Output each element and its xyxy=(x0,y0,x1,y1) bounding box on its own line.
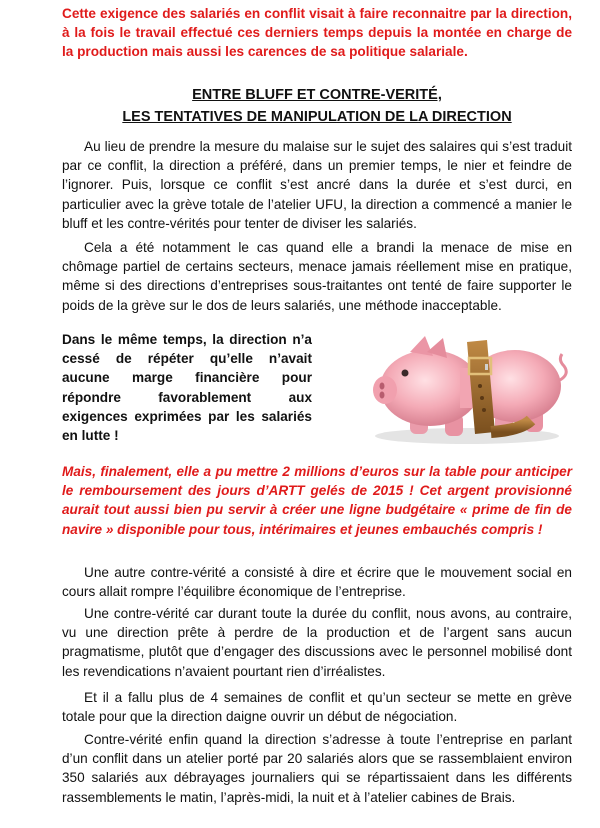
paragraph-2: Cela a été notamment le cas quand elle a brandi la menace de mise en chômage partiel de certains secteurs, menace jamais réellement mise en pratique, même si des directions d’entreprises sous-traitantes ont tenté de faire supporter le poids de la grève sur le dos de leurs salariés, une méthode inacceptable. xyxy=(62,240,572,313)
highlight-paragraph: Mais, finalement, elle a pu mettre 2 millions d’euros sur la table pour anticiper le remboursement des jours d’ARTT gelés de 2015 ! Cet argent provisionné aurait tout aussi bien pu servir à créer une ligne budgétaire « prime de fin de navire » disponible pour tous, intérimaires et jeunes embauchés compris ! xyxy=(62,464,572,537)
piggy-bank-belt-icon xyxy=(355,328,573,448)
paragraph-6: Contre-vérité enfin quand la direction s’adresse à toute l’entreprise en parlant d’un conflit dans un atelier porté par 20 salariés alors que se rassemblaient environ 350 salariés aux débrayages journaliers qui se répartissaient dans les différents rassemblements le matin, l’après-midi, la nuit et à l’atelier cabines de Brais. xyxy=(62,732,572,805)
paragraph-3: Une autre contre-vérité a consisté à dire et écrire que le mouvement social en cours allait rompre l’équilibre économique de l’entreprise. xyxy=(62,565,572,600)
paragraph-4: Une contre-vérité car durant toute la durée du conflit, nous avons, au contraire, vu une direction prête à perdre de la production et de l’argent sans aucun pragmatisme, plutôt que d’engager des discussions avec le personnel mobilisé dont les revendications n’avaient pourtant rien d’irréalistes. xyxy=(62,606,572,679)
paragraph-1: Au lieu de prendre la mesure du malaise sur le sujet des salaires qui s’est traduit par ce conflit, la direction a préféré, dans un premier temps, le nier et feindre de l’ignorer. Puis, lorsque ce conflit s’est ancré dans la durée et s’est durci, en particulier avec la grève totale de l’atelier UFU, la direction a commencé a manier le bluff et les contre-vérités pour tenter de diviser les salariés. xyxy=(62,139,572,231)
intro-paragraph: Cette exigence des salariés en conflit visait à faire reconnaitre par la direction, à la fois le travail effectué ces derniers temps depuis la montée en charge de la production mais aussi les carences de sa politique salariale. xyxy=(62,6,572,60)
side-paragraph: Dans le même temps, la direction n’a cessé de répéter qu’elle n’avait aucune marge financière pour répondre favorablement aux exigences exprimées par les salariés en lutte ! xyxy=(62,332,312,444)
heading-line-2: LES TENTATIVES DE MANIPULATION DE LA DIRECTION xyxy=(122,109,512,125)
paragraph-5: Et il a fallu plus de 4 semaines de conflit et qu’un secteur se mette en grève totale pour que la direction daigne ouvrir un début de négociation. xyxy=(62,690,572,725)
section-heading xyxy=(62,84,572,128)
heading-line-1: ENTRE BLUFF ET CONTRE-VERITÉ, xyxy=(192,87,442,103)
